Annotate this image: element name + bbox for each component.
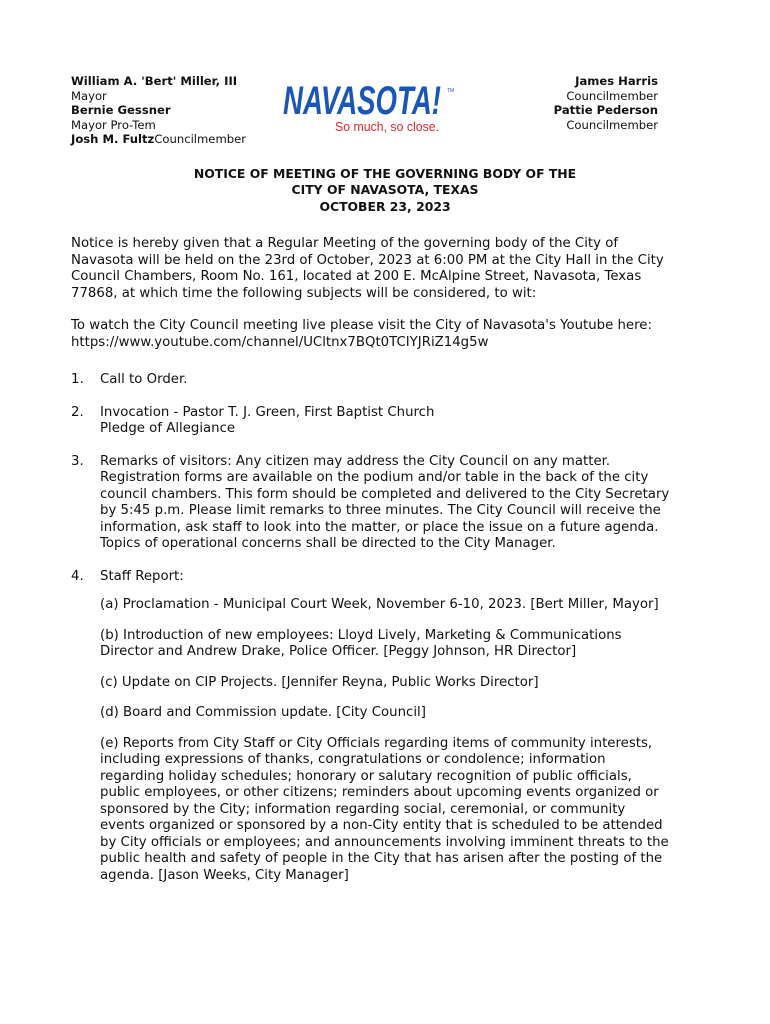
item-number: 4.	[71, 568, 84, 584]
official-title: Councilmember	[154, 132, 246, 147]
item-number: 2.	[71, 404, 84, 420]
agenda-item	[71, 569, 671, 885]
agenda-item	[71, 372, 671, 389]
official-name: Bernie Gessner	[71, 103, 171, 118]
official-name: Pattie Pederson	[553, 103, 658, 118]
logo-tagline: So much, so close.	[335, 119, 439, 134]
item-text: Call to Order.	[100, 372, 188, 387]
sub-item: (b) Introduction of new employees: Lloyd Lively, Marketing & Communications Director and Andrew Drake, Police Officer. [Peggy Johnson, HR Director]	[100, 627, 622, 659]
official-title: Councilmember	[566, 88, 658, 103]
right-officials	[554, 74, 658, 132]
agenda-items	[71, 372, 671, 884]
official-title: Mayor Pro-Tem	[71, 117, 156, 132]
official-name: William A. 'Bert' Miller, III	[71, 74, 238, 88]
title-line: OCTOBER 23, 2023	[319, 198, 451, 214]
item-number: 1.	[71, 372, 84, 387]
official-name: Josh M. Fultz	[71, 132, 155, 147]
official-title: Councilmember	[566, 117, 658, 132]
logo-trademark: TM	[447, 88, 455, 94]
item-text: Remarks of visitors: Any citizen may address the City Council on any matter. Registration forms are available on the podium and/or table in the back of the city council chambers. This form should be completed and delivered to the City Secretary by 5:45 p.m. Please limit remarks to three minutes. The City Council will receive the information, ask staff to look into the matter, or place the issue on a future agenda. Topics of operational concerns shall be directed to the City Manager.	[100, 453, 670, 551]
left-officials	[71, 74, 246, 147]
item-text: Invocation - Pastor T. J. Green, First Baptist Church	[100, 404, 435, 420]
navasota-logo	[281, 78, 459, 138]
logo-wordmark: NAVASOTA!	[283, 79, 441, 123]
item-number: 3.	[71, 453, 84, 469]
sub-item: (d) Board and Commission update. [City Council]	[100, 705, 426, 720]
intro-paragraph: Notice is hereby given that a Regular Meeting of the governing body of the City of Navasota will be held on the 23rd of October, 2023 at 6:00 PM at the City Hall in the City Council Chambers, Room No. 161, located at 200 E. McAlpine Street, Navasota, Texas 77868, at which time the following subjects will be considered, to wit:	[71, 236, 664, 301]
item-text: Staff Report:	[100, 568, 184, 584]
official-title: Mayor	[71, 88, 107, 103]
agenda-item	[71, 405, 671, 438]
youtube-paragraph: To watch the City Council meeting live please visit the City of Navasota's Youtube here: https://www.youtube.com/channel/UCltnx7BQt0TCIYJRiZ14g5w	[71, 318, 652, 350]
item-text: Pledge of Allegiance	[100, 421, 236, 436]
official-name: James Harris	[575, 74, 658, 88]
title-line: CITY OF NAVASOTA, TEXAS	[291, 182, 479, 198]
title-line: NOTICE OF MEETING OF THE GOVERNING BODY OF THE	[193, 166, 577, 181]
agenda-item	[71, 454, 671, 553]
notice-title	[0, 166, 770, 215]
sub-item: (e) Reports from City Staff or City Officials regarding items of community interests, including expressions of thanks, congratulations or condolence; information regarding holiday schedules; honorary or salutary recognition of public officials, public employees, or other citizens; reminders about upcoming events organized or sponsored by the City; information regarding social, ceremonial, or community events organized or sponsored by a non-City entity that is scheduled to be attended by City officials or employees; and announcements involving imminent threats to the public health and safety of people in the City that has arisen after the posting of the agenda. [Jason Weeks, City Manager]	[100, 735, 669, 883]
sub-item: (a) Proclamation - Municipal Court Week, November 6-10, 2023. [Bert Miller, Mayor]	[100, 597, 659, 612]
sub-item: (c) Update on CIP Projects. [Jennifer Reyna, Public Works Director]	[100, 674, 539, 690]
